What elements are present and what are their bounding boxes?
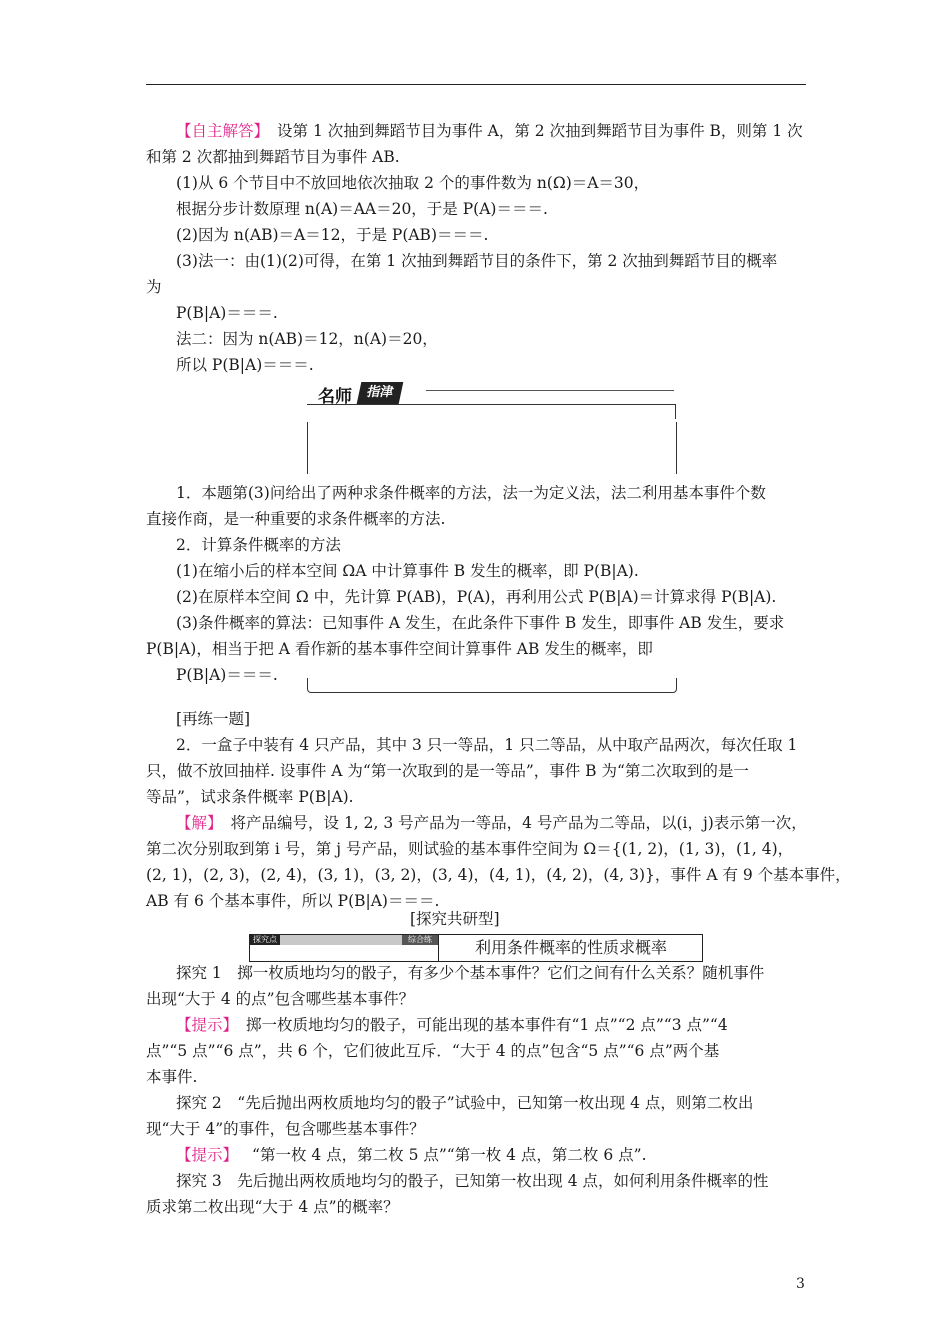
- solution-line-2: 和第 2 次都抽到舞蹈节目为事件 AB.: [146, 148, 400, 166]
- practice-question-c: 等品”，试求条件概率 P(B|A).: [146, 788, 354, 806]
- solution-line-5: (2)因为 n(AB)＝A＝12，于是 P(AB)＝＝＝.: [176, 226, 489, 244]
- tips-box-frame: [307, 422, 677, 474]
- page-number: 3: [796, 1276, 805, 1292]
- explore-section-heading: [探究共研型]: [410, 910, 500, 928]
- solution-line-8: P(B|A)＝＝＝.: [176, 304, 278, 322]
- tips-p2: 2．计算条件概率的方法: [176, 536, 341, 554]
- hint-1c: 本事件.: [146, 1068, 198, 1086]
- explore-badge-right: 综合练: [402, 935, 438, 945]
- solution-line-6: (3)法一：由(1)(2)可得，在第 1 次抽到舞蹈节目的条件下，第 2 次抽到舞蹈节目的概率: [176, 252, 778, 270]
- tips-p2-3a: (3)条件概率的算法：已知事件 A 发生，在此条件下事件 B 发生，即事件 AB 发生，要求: [176, 614, 785, 632]
- explore-badge-left: 探究点: [250, 935, 280, 945]
- tips-box-bottom: [307, 678, 677, 693]
- explore-title-bar: [249, 934, 703, 962]
- hint-1b: 点”“5 点”“6 点”，共 6 个，它们彼此互斥．“大于 4 的点”包含“5 点”“6 点”两个基: [146, 1042, 720, 1060]
- solution-line-3: (1)从 6 个节目中不放回地依次抽取 2 个的事件数为 n(Ω)＝A＝30，: [176, 174, 650, 192]
- solution-tag: 【自主解答】: [176, 122, 270, 140]
- practice-question-a: 2．一盒子中装有 4 只产品，其中 3 只一等品，1 只二等品，从中取产品两次，每次任取 1: [176, 736, 798, 754]
- hint-2: 【提示】 “第一枚 4 点，第二枚 5 点”“第一枚 4 点，第二枚 6 点”.: [176, 1146, 647, 1164]
- explore-2a: 探究 2 “先后抛出两枚质地均匀的骰子”试验中，已知第一枚出现 4 点，则第二枚出: [176, 1094, 754, 1112]
- explore-2b: 现“大于 4”的事件，包含哪些基本事件？: [146, 1120, 425, 1138]
- hint-1a: 【提示】 掷一枚质地均匀的骰子，可能出现的基本事件有“1 点”“2 点”“3 点”“4: [176, 1016, 728, 1034]
- practice-heading: [再练一题]: [176, 710, 251, 728]
- tips-p2-1: (1)在缩小后的样本空间 ΩA 中计算事件 B 发生的概率，即 P(B|A).: [176, 562, 639, 580]
- tips-title: 名师: [318, 387, 352, 407]
- practice-question-b: 只，做不放回抽样. 设事件 A 为“第一次取到的是一等品”，事件 B 为“第二次取到的是一: [146, 762, 749, 780]
- hint-tag: 【提示】: [176, 1016, 239, 1034]
- explore-1b: 出现“大于 4 的点”包含哪些基本事件？: [146, 990, 415, 1008]
- tips-header: [318, 380, 426, 406]
- solution-line-10: 所以 P(B|A)＝＝＝.: [176, 356, 314, 374]
- tips-p2-2: (2)在原样本空间 Ω 中，先计算 P(AB)，P(A)，再利用公式 P(B|A)＝计算求得 P(B|A).: [176, 588, 777, 606]
- tips-box-top: [307, 404, 676, 419]
- tips-p2-3c: P(B|A)＝＝＝.: [176, 666, 278, 684]
- explore-divider: [438, 935, 439, 961]
- answer-tag: 【解】: [176, 814, 223, 832]
- tips-title-badge: 指津: [357, 382, 404, 404]
- tips-p2-3b: P(B|A)，相当于把 A 看作新的基本事件空间计算事件 AB 发生的概率，即: [146, 640, 653, 658]
- explore-3b: 质求第二枚出现“大于 4 点”的概率？: [146, 1198, 399, 1216]
- tips-p1b: 直接作商，是一种重要的求条件概率的方法.: [146, 510, 446, 528]
- practice-answer-d: AB 有 6 个基本事件，所以 P(B|A)＝＝＝.: [146, 892, 440, 910]
- explore-badge-fill: [280, 935, 402, 945]
- practice-answer-a: 【解】 将产品编号，设 1, 2, 3 号产品为一等品，4 号产品为二等品，以(i，j)表示第一次，: [176, 814, 807, 832]
- tips-p1a: 1．本题第(3)问给出了两种求条件概率的方法，法一为定义法，法二利用基本事件个数: [176, 484, 766, 502]
- explore-1a: 探究 1 掷一枚质地均匀的骰子，有多少个基本事件？它们之间有什么关系？随机事件: [176, 964, 765, 982]
- practice-answer-c: (2, 1)，(2, 3)，(2, 4)，(3, 1)，(3, 2)，(3, 4)，(4, 1)，(4, 2)，(4, 3)}，事件 A 有 9 个基本事件，: [146, 866, 851, 884]
- explore-3a: 探究 3 先后抛出两枚质地均匀的骰子，已知第一枚出现 4 点，如何利用条件概率的性: [176, 1172, 769, 1190]
- hint-tag-2: 【提示】: [176, 1146, 239, 1164]
- header-rule: [146, 84, 806, 85]
- solution-line-7: 为: [146, 278, 162, 296]
- explore-title: 利用条件概率的性质求概率: [474, 938, 667, 957]
- solution-line-4: 根据分步计数原理 n(A)＝AA＝20，于是 P(A)＝＝＝.: [176, 200, 548, 218]
- practice-answer-b: 第二次分别取到第 i 号，第 j 号产品，则试验的基本事件空间为 Ω＝{(1, 2)，(1, 3)，(1, 4)，: [146, 840, 794, 858]
- solution-line-1: 【自主解答】 设第 1 次抽到舞蹈节目为事件 A，第 2 次抽到舞蹈节目为事件 B，则第 1 次: [176, 122, 803, 140]
- solution-line-9: 法二：因为 n(AB)＝12，n(A)＝20，: [176, 330, 438, 348]
